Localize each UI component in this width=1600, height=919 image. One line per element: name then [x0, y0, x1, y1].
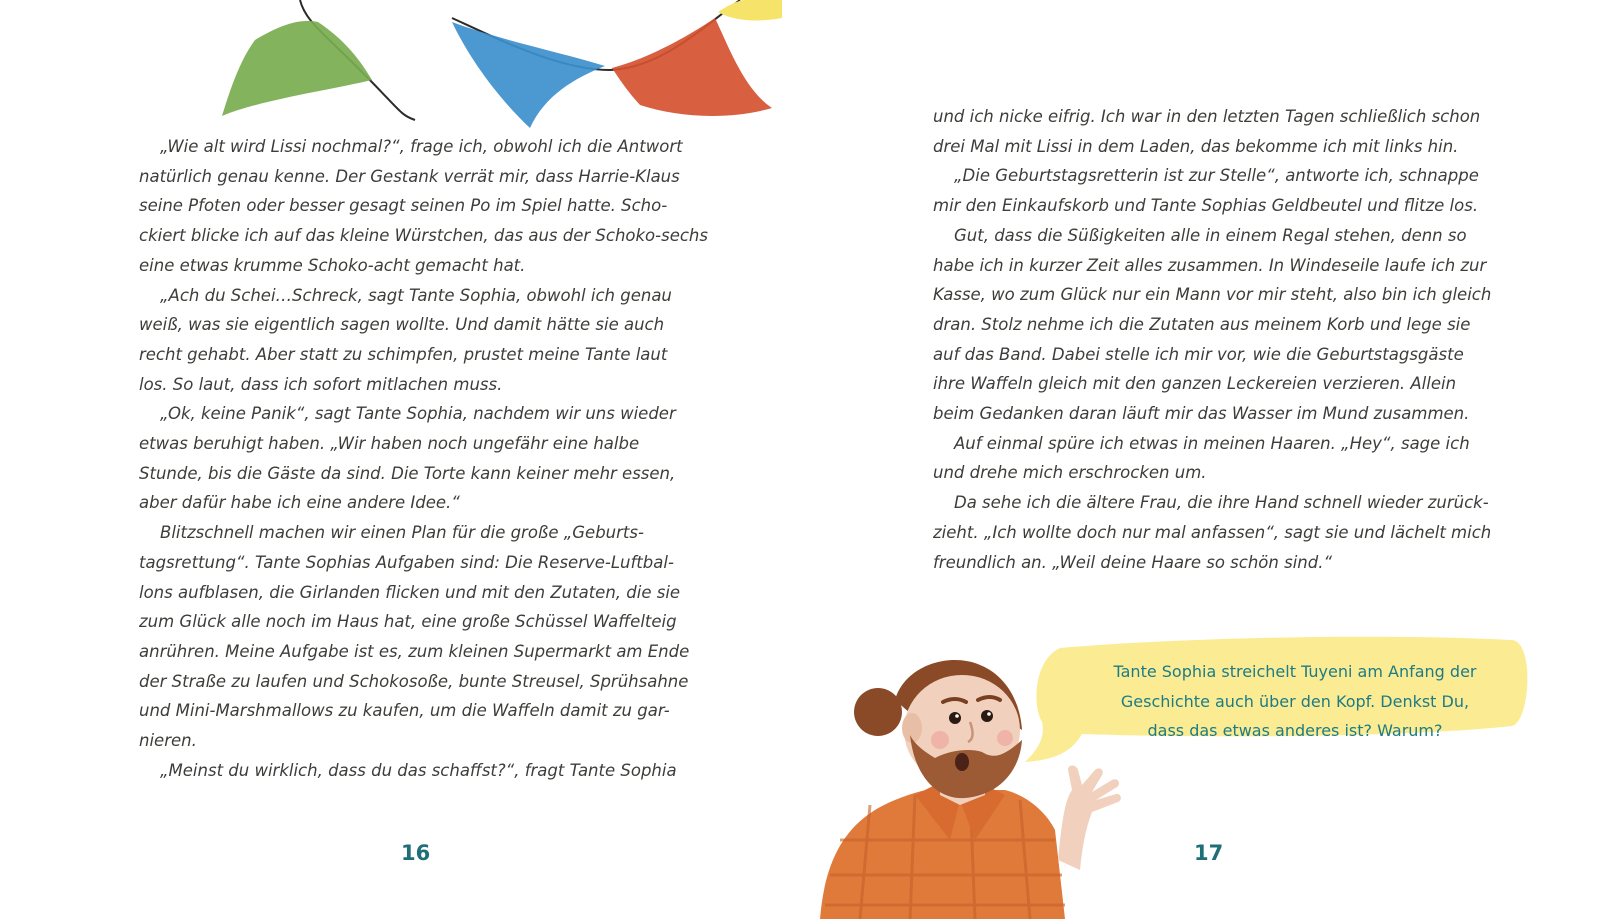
- text-line: tagsrettung“. Tante Sophias Aufgaben sind: Die Reserve-Luftbal-: [139, 552, 674, 572]
- eye-left-highlight: [955, 714, 959, 718]
- text-line: Stunde, bis die Gäste da sind. Die Torte kann keiner mehr essen,: [139, 463, 676, 483]
- text-line: recht gehabt. Aber statt zu schimpfen, prustet meine Tante laut: [139, 344, 668, 364]
- text-line: natürlich genau kenne. Der Gestank verrät mir, dass Harrie-Klaus: [139, 166, 680, 186]
- text-line: mir den Einkaufskorb und Tante Sophias Geldbeutel und flitze los.: [933, 196, 1479, 216]
- page-number-left: 16: [401, 841, 431, 865]
- bubble-line: Geschichte auch über den Kopf. Denkst Du,: [1120, 691, 1470, 711]
- bearded-man-illustration: [800, 0, 1600, 919]
- text-line: seine Pfoten oder besser gesagt seinen Po im Spiel hatte. Scho-: [139, 196, 668, 216]
- hair-bun: [854, 688, 902, 736]
- bunting-illustration: [0, 0, 800, 140]
- page-number-right: 17: [1194, 841, 1224, 865]
- text-line: freundlich an. „Weil deine Haare so schön sind.“: [933, 552, 1332, 572]
- text-line: „Die Geburtstagsretterin ist zur Stelle“, antworte ich, schnappe: [954, 166, 1479, 186]
- speech-bubble-text: [1065, 657, 1525, 746]
- hand: [1058, 766, 1121, 871]
- text-line: drei Mal mit Lissi in dem Laden, das bekomme ich mit links hin.: [933, 136, 1459, 156]
- text-line: und drehe mich erschrocken um.: [933, 463, 1207, 483]
- eye-left: [949, 712, 961, 724]
- text-line: „Ach du Schei…Schreck, sagt Tante Sophia, obwohl ich genau: [160, 285, 672, 305]
- text-line: los. So laut, dass ich sofort mitlachen muss.: [139, 374, 503, 394]
- red-flag: [612, 18, 772, 116]
- text-line: zum Glück alle noch im Haus hat, eine große Schüssel Waffelteig: [139, 612, 677, 632]
- text-line: beim Gedanken daran läuft mir das Wasser im Mund zusammen.: [933, 404, 1470, 424]
- text-line: lons aufblasen, die Girlanden flicken und mit den Zutaten, die sie: [139, 582, 681, 602]
- text-line: weiß, was sie eigentlich sagen wollte. Und damit hätte sie auch: [139, 315, 665, 335]
- text-line: ckiert blicke ich auf das kleine Würstchen, das aus der Schoko-sechs: [139, 226, 708, 246]
- text-line: Blitzschnell machen wir einen Plan für die große „Geburts-: [160, 523, 644, 543]
- text-line: der Straße zu laufen und Schokosoße, bunte Streusel, Sprühsahne: [139, 671, 689, 691]
- text-line: Auf einmal spüre ich etwas in meinen Haaren. „Hey“, sage ich: [954, 433, 1470, 453]
- bubble-line: Tante Sophia streichelt Tuyeni am Anfang der: [1113, 662, 1477, 681]
- text-line: dran. Stolz nehme ich die Zutaten aus meinem Korb und lege sie: [933, 314, 1471, 334]
- text-line: Kasse, wo zum Glück nur ein Mann vor mir steht, also bin ich gleich: [933, 285, 1492, 305]
- text-line: eine etwas krumme Schoko-acht gemacht hat.: [139, 255, 526, 275]
- text-line: und ich nicke eifrig. Ich war in den letzten Tagen schließlich schon: [933, 107, 1481, 126]
- eye-right-highlight: [987, 712, 991, 716]
- text-line: etwas beruhigt haben. „Wir haben noch ungefähr eine halbe: [139, 434, 640, 454]
- text-line: „Meinst du wirklich, dass du das schaffst?“, fragt Tante Sophia: [160, 760, 677, 780]
- text-line: nieren.: [139, 731, 197, 751]
- text-line: anrühren. Meine Aufgabe ist es, zum kleinen Supermarkt am Ende: [139, 641, 690, 661]
- text-line: „Ok, keine Panik“, sagt Tante Sophia, nachdem wir uns wieder: [160, 404, 676, 424]
- text-line: Gut, dass die Süßigkeiten alle in einem Regal stehen, denn so: [954, 225, 1467, 245]
- text-line: Da sehe ich die ältere Frau, die ihre Hand schnell wieder zurück-: [954, 493, 1489, 513]
- cheek-right: [997, 730, 1013, 746]
- text-line: ihre Waffeln gleich mit den ganzen Leckereien verzieren. Allein: [933, 374, 1457, 394]
- mouth: [955, 753, 969, 771]
- text-line: „Wie alt wird Lissi nochmal?“, frage ich, obwohl ich die Antwort: [160, 137, 683, 156]
- green-flag: [222, 21, 372, 116]
- blue-flag: [452, 22, 605, 128]
- text-line: zieht. „Ich wollte doch nur mal anfassen“, sagt sie und lächelt mich: [933, 522, 1492, 542]
- text-line: auf das Band. Dabei stelle ich mir vor, wie die Geburtstagsgäste: [933, 344, 1464, 364]
- right-page: [800, 0, 1600, 919]
- text-line: habe ich in kurzer Zeit alles zusammen. In Windeseile laufe ich zur: [933, 255, 1487, 275]
- left-page-text: [139, 132, 708, 785]
- cheek-left: [931, 731, 949, 749]
- bubble-line: dass das etwas anderes ist? Warum?: [1147, 721, 1443, 740]
- yellow-flag: [718, 0, 782, 20]
- text-line: und Mini-Marshmallows zu kaufen, um die Waffeln damit zu gar-: [139, 701, 670, 721]
- eye-right: [981, 710, 993, 722]
- text-line: aber dafür habe ich eine andere Idee.“: [139, 493, 460, 513]
